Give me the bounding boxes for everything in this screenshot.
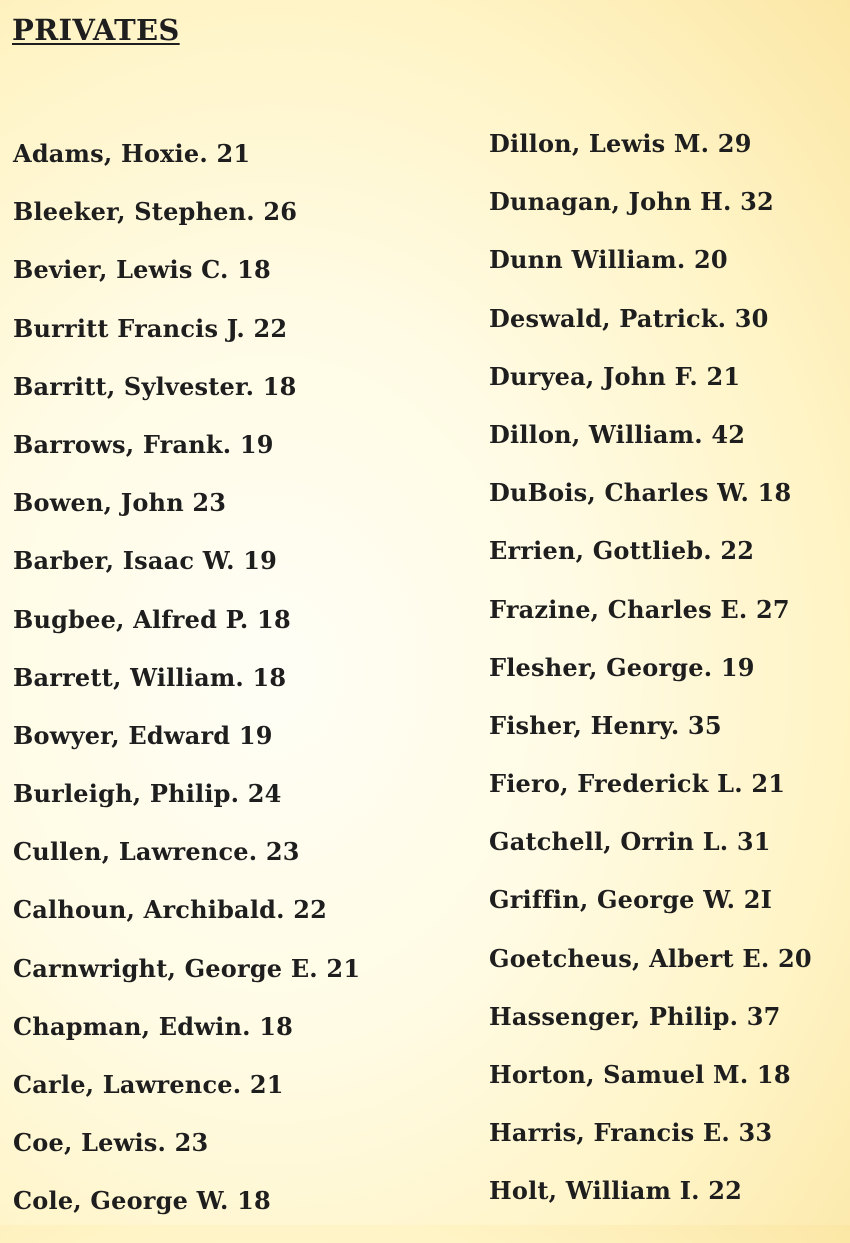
roster-entry: Barrows, Frank. 19 <box>13 429 274 459</box>
roster-entry: Cullen, Lawrence. 23 <box>13 837 300 867</box>
roster-entry: Griffin, George W. 2I <box>489 885 773 915</box>
roster-entry: Goetcheus, Albert E. 20 <box>489 943 812 973</box>
roster-entry: Bleeker, Stephen. 26 <box>13 197 298 227</box>
roster-entry: Horton, Samuel M. 18 <box>489 1060 791 1089</box>
roster-entry: Adams, Hoxie. 21 <box>13 139 251 168</box>
roster-entry: Flesher, George. 19 <box>489 652 755 682</box>
page-title: PRIVATES <box>12 13 180 47</box>
roster-entry: Gatchell, Orrin L. 31 <box>489 827 771 857</box>
roster-entry: Carle, Lawrence. 21 <box>13 1070 284 1099</box>
roster-entry: Bowyer, Edward 19 <box>13 720 273 750</box>
roster-column-left <box>13 137 360 1243</box>
roster-entry: Chapman, Edwin. 18 <box>13 1011 293 1041</box>
roster-entry: Frazine, Charles E. 27 <box>489 594 790 624</box>
roster-entry: Hassenger, Philip. 37 <box>489 1001 781 1031</box>
roster-entry: Harris, Francis E. 33 <box>489 1118 773 1148</box>
roster-entry: DuBois, Charles W. 18 <box>489 478 792 508</box>
roster-entry: Dillon, William. 42 <box>489 419 746 449</box>
roster-column-right <box>489 127 812 1233</box>
roster-entry: Fisher, Henry. 35 <box>489 710 722 740</box>
roster-entry: Bugbee, Alfred P. 18 <box>13 604 291 634</box>
roster-entry: Dunn William. 20 <box>489 245 728 275</box>
roster-entry: Barrett, William. 18 <box>13 662 287 692</box>
roster-entry: Burritt Francis J. 22 <box>13 313 288 343</box>
roster-entry: Errien, Gottlieb. 22 <box>489 536 755 566</box>
roster-entry: Dunagan, John H. 32 <box>489 187 774 217</box>
roster-entry: Cole, George W. 18 <box>13 1186 271 1216</box>
roster-entry: Burleigh, Philip. 24 <box>13 779 282 809</box>
roster-entry: Calhoun, Archibald. 22 <box>13 895 328 925</box>
roster-entry: Bowen, John 23 <box>13 488 227 518</box>
roster-entry: Bevier, Lewis C. 18 <box>13 255 271 285</box>
roster-entry: Duryea, John F. 21 <box>489 361 741 391</box>
roster-entry: Holt, William I. 22 <box>489 1176 743 1206</box>
roster-entry: Deswald, Patrick. 30 <box>489 303 769 333</box>
roster-entry: Carnwright, George E. 21 <box>13 953 361 983</box>
roster-entry: Dillon, Lewis M. 29 <box>489 129 752 158</box>
roster-entry: Barber, Isaac W. 19 <box>13 546 278 576</box>
roster-entry: Barritt, Sylvester. 18 <box>13 371 297 401</box>
roster-entry: Fiero, Frederick L. 21 <box>489 769 786 799</box>
roster-entry: Coe, Lewis. 23 <box>13 1128 209 1158</box>
